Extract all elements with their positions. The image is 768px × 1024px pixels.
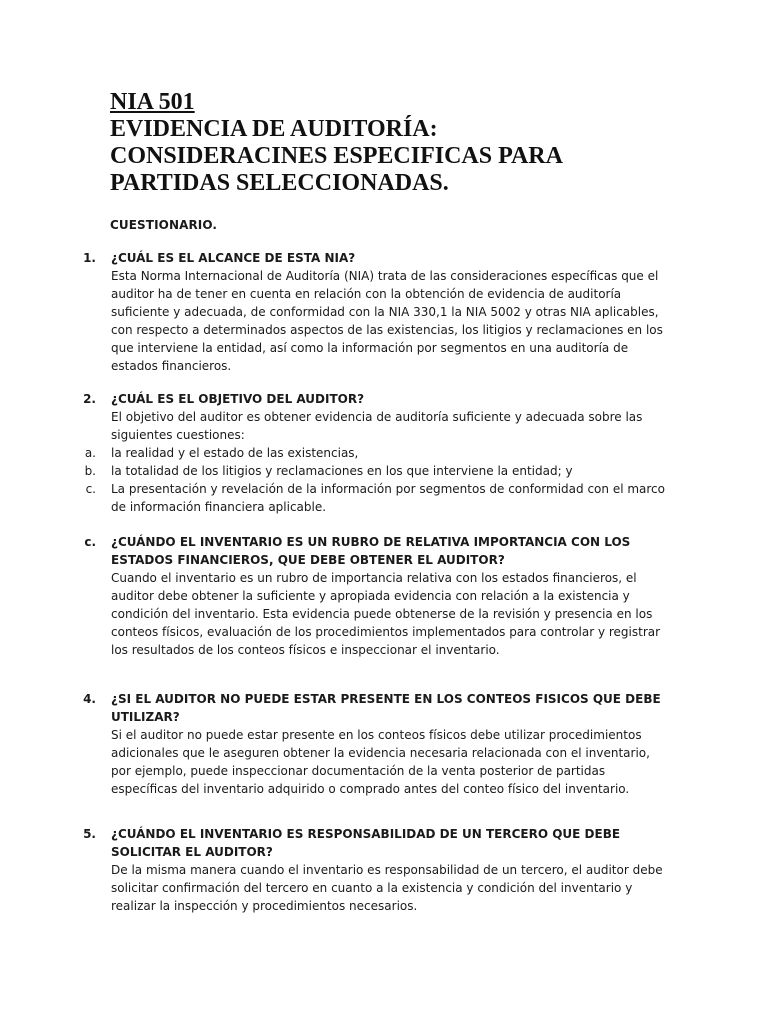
question-answer: Si el auditor no puede estar presente en los conteos físicos debe utilizar procedimientos adicionales que le aseguren obtener la evidencia necesaria relacionada con el inventario, por ejemplo, puede inspeccionar documentación de la venta posterior de partidas específicas del inventario adquirido o comprado antes del conteo físico del inventario.: [111, 728, 650, 796]
question-answer: De la misma manera cuando el inventario es responsabilidad de un tercero, el auditor debe solicitar confirmación del tercero en cuanto a la existencia y condición del inventario y realizar la inspección y procedimientos necesarios.: [111, 863, 663, 913]
list-marker: c.: [85, 482, 96, 496]
list-item: [70, 462, 670, 480]
question-number: 2.: [83, 392, 96, 406]
list-marker: a.: [84, 446, 96, 460]
question-3: [70, 533, 670, 659]
list-item: [70, 444, 670, 462]
question-title: ¿CUÁNDO EL INVENTARIO ES RESPONSABILIDAD DE UN TERCERO QUE DEBE SOLICITAR EL AUDITOR?: [111, 827, 621, 859]
title-line-2: CONSIDERACINES ESPECIFICAS PARA: [110, 143, 563, 169]
question-number: 5.: [83, 827, 96, 841]
objective-list: [70, 444, 670, 516]
question-title: ¿CUÁNDO EL INVENTARIO ES UN RUBRO DE RELATIVA IMPORTANCIA CON LOS ESTADOS FINANCIEROS, QUE DEBE OBTENER EL AUDITOR?: [111, 535, 631, 567]
list-item-text: la totalidad de los litigios y reclamaciones en los que interviene la entidad; y: [111, 464, 573, 478]
list-item: [70, 480, 670, 516]
question-title: ¿CUÁL ES EL ALCANCE DE ESTA NIA?: [111, 251, 356, 265]
question-answer: Esta Norma Internacional de Auditoría (NIA) trata de las consideraciones específicas que el auditor ha de tener en cuenta en relación con la obtención de evidencia de auditoría suficiente y adecuada, de conformidad con la NIA 330,1 la NIA 5002 y otras NIA aplicables, con respecto a determinados aspectos de las existencias, los litigios y reclamaciones en los que interviene la entidad, así como la información por segmentos en una auditoría de estados financieros.: [111, 269, 663, 373]
question-4: [70, 690, 670, 798]
question-title: ¿SI EL AUDITOR NO PUEDE ESTAR PRESENTE EN LOS CONTEOS FISICOS QUE DEBE UTILIZAR?: [111, 692, 661, 724]
document-title: [110, 89, 730, 197]
question-5: [70, 825, 670, 915]
list-item-text: la realidad y el estado de las existencias,: [111, 446, 359, 460]
question-answer: El objetivo del auditor es obtener evidencia de auditoría suficiente y adecuada sobre las siguientes cuestiones:: [111, 410, 643, 442]
question-number: 1.: [83, 251, 96, 265]
list-item-text: La presentación y revelación de la información por segmentos de conformidad con el marco de información financiera aplicable.: [111, 482, 665, 514]
question-answer: Cuando el inventario es un rubro de importancia relativa con los estados financieros, el auditor debe obtener la suficiente y apropiada evidencia con relación a la existencia y condición del inventario. Esta evidencia puede obtenerse de la revisión y presencia en los conteos físicos, evaluación de los procedimientos implementados para controlar y registrar los resultados de los conteos físicos e inspeccionar el inventario.: [111, 571, 661, 657]
title-line-3: PARTIDAS SELECCIONADAS.: [110, 170, 449, 196]
question-1: [70, 249, 670, 375]
title-nia-number: NIA 501: [110, 89, 195, 115]
question-number: c.: [84, 535, 96, 549]
question-title: ¿CUÁL ES EL OBJETIVO DEL AUDITOR?: [111, 392, 365, 406]
question-2: [70, 390, 670, 516]
question-number: 4.: [83, 692, 96, 706]
title-line-1: EVIDENCIA DE AUDITORÍA:: [110, 116, 438, 142]
section-label: CUESTIONARIO.: [110, 218, 218, 232]
list-marker: b.: [84, 464, 96, 478]
